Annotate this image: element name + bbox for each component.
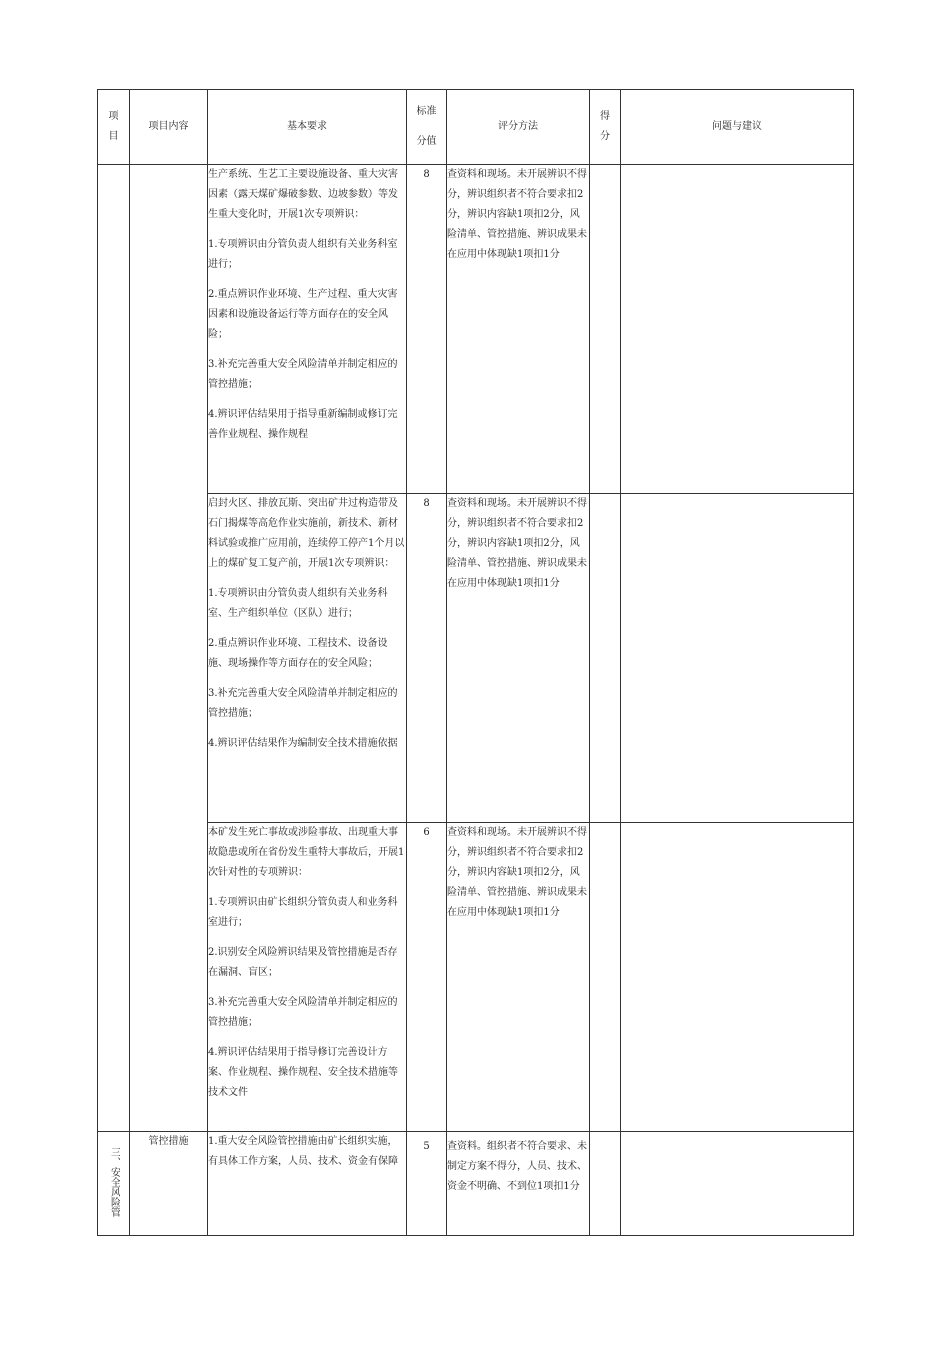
header-method: 评分方法	[447, 90, 590, 165]
header-standard-score: 标准 分值	[407, 90, 447, 165]
content-cell	[130, 165, 208, 1132]
header-item: 项目	[98, 90, 130, 165]
issues-cell[interactable]	[621, 494, 854, 823]
requirement-cell: 生产系统、生艺工主要设施设备、重大灾害因素（露天煤矿爆破参数、边坡参数）等发生重大变化时，开展1次专项辨识： 1.专项辨识由分管负责人组织有关业务科室进行； 2.重点辨识作业环境、生产过程、重大灾害因素和设施设备运行等方面存在的安全风险； 3.补充完善重大安全风险清单并制定相应的管控措施； 4.辨识评估结果用于指导重新编制或修订完善作业规程、操作规程	[208, 165, 407, 494]
section-item-cell	[98, 1132, 130, 1236]
table-row	[98, 165, 854, 494]
standard-score-cell: 5	[407, 1132, 447, 1236]
standard-score-cell: 8	[407, 165, 447, 494]
header-got-score: 得分	[590, 90, 621, 165]
issues-cell[interactable]	[621, 823, 854, 1132]
issues-cell[interactable]	[621, 165, 854, 494]
standard-score-cell: 8	[407, 494, 447, 823]
section-item-label: 三、安全风险管	[108, 1147, 120, 1217]
method-cell: 查资料。组织者不符合要求、未制定方案不得分，人员、技术、资金不明确、不到位1项扣1分	[447, 1132, 590, 1236]
evaluation-table	[97, 89, 854, 1236]
item-cell	[98, 165, 130, 1132]
standard-score-cell: 6	[407, 823, 447, 1132]
got-score-cell[interactable]	[590, 823, 621, 1132]
header-issues: 问题与建议	[621, 90, 854, 165]
content-cell: 管控措施	[130, 1132, 208, 1236]
requirement-cell: 本矿发生死亡事故或涉险事故、出现重大事故隐患或所在省份发生重特大事故后，开展1次针对性的专项辨识： 1.专项辨识由矿长组织分管负责人和业务科室进行； 2.识别安全风险辨识结果及管控措施是否存在漏洞、盲区； 3.补充完善重大安全风险清单并制定相应的管控措施； 4.辨识评估结果用于指导修订完善设计方案、作业规程、操作规程、安全技术措施等技术文件	[208, 823, 407, 1132]
header-requirement: 基本要求	[208, 90, 407, 165]
table-row	[98, 494, 854, 823]
issues-cell[interactable]	[621, 1132, 854, 1236]
requirement-cell: 1.重大安全风险管控措施由矿长组织实施，有具体工作方案，人员、技术、资金有保障	[208, 1132, 407, 1236]
method-cell: 查资料和现场。未开展辨识不得分，辨识组织者不符合要求扣2分，辨识内容缺1项扣2分，风险清单、管控措施、辨识成果未在应用中体现缺1项扣1分	[447, 165, 590, 494]
method-cell: 查资料和现场。未开展辨识不得分，辨识组织者不符合要求扣2分，辨识内容缺1项扣2分，风险清单、管控措施、辨识成果未在应用中体现缺1项扣1分	[447, 494, 590, 823]
table-row	[98, 823, 854, 1132]
got-score-cell[interactable]	[590, 165, 621, 494]
method-cell: 查资料和现场。未开展辨识不得分，辨识组织者不符合要求扣2分，辨识内容缺1项扣2分，风险清单、管控措施、辨识成果未在应用中体现缺1项扣1分	[447, 823, 590, 1132]
table-header-row	[98, 90, 854, 165]
header-content: 项目内容	[130, 90, 208, 165]
got-score-cell[interactable]	[590, 1132, 621, 1236]
got-score-cell[interactable]	[590, 494, 621, 823]
table-row-section-3	[98, 1132, 854, 1236]
requirement-cell: 启封火区、排放瓦斯、突出矿井过构造带及石门揭煤等高危作业实施前，新技术、新材料试验或推广应用前，连续停工停产1个月以上的煤矿复工复产前，开展1次专项辨识： 1.专项辨识由分管负责人组织有关业务科室、生产组织单位（区队）进行； 2.重点辨识作业环境、工程技术、设备设施、现场操作等方面存在的安全风险； 3.补充完善重大安全风险清单并制定相应的管控措施； 4.辨识评估结果作为编制安全技术措施依据	[208, 494, 407, 823]
